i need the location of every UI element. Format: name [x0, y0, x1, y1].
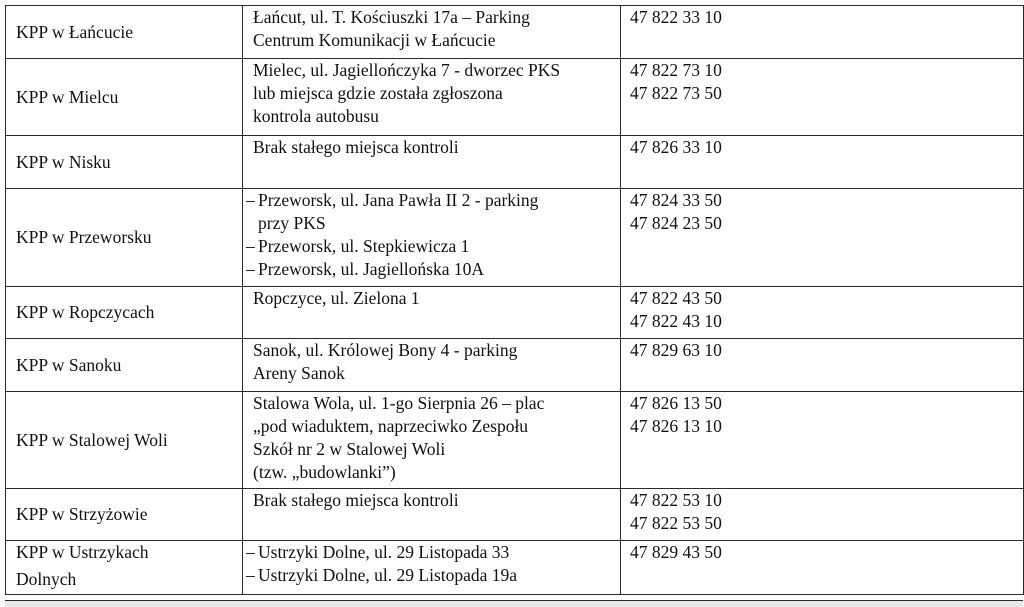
- location-cell: [243, 489, 621, 541]
- location-cell: [243, 189, 621, 287]
- unit-cell: [6, 392, 243, 489]
- phone-number: 47 826 13 50: [630, 393, 722, 413]
- location-cell: [243, 59, 621, 136]
- phone-number: 47 822 33 10: [630, 7, 722, 27]
- unit-name: KPP w Przeworsku: [16, 227, 152, 247]
- phone-number: 47 822 53 10: [630, 490, 722, 510]
- phone-cell: [621, 392, 1024, 489]
- location-list-item: – Ustrzyki Dolne, ul. 29 Listopada 19a: [246, 564, 620, 587]
- location-cell: [243, 392, 621, 489]
- phone-cell: [621, 136, 1024, 189]
- location-line: Łańcut, ul. T. Kościuszki 17a – Parking: [253, 7, 530, 27]
- location-list-item: – Ustrzyki Dolne, ul. 29 Listopada 33: [246, 541, 620, 564]
- location-line: lub miejsca gdzie została zgłoszona: [253, 83, 503, 103]
- location-line: „pod wiaduktem, naprzeciwko Zespołu: [253, 416, 529, 436]
- location-cell: [243, 339, 621, 392]
- police-control-locations-table: [5, 5, 1024, 595]
- table-row: [6, 136, 1024, 189]
- phone-number: 47 822 43 50: [630, 288, 722, 308]
- phone-number: 47 826 33 10: [630, 137, 722, 157]
- phone-cell: [621, 541, 1024, 595]
- location-list-item: – Przeworsk, ul. Jagiellońska 10A: [246, 258, 620, 281]
- location-cell: [243, 287, 621, 339]
- unit-name-continued: Dolnych: [16, 569, 77, 589]
- location-line: Stalowa Wola, ul. 1-go Sierpnia 26 – plac: [253, 393, 545, 413]
- location-line: Szkół nr 2 w Stalowej Woli: [253, 439, 446, 459]
- location-line: kontrola autobusu: [253, 106, 379, 126]
- phone-cell: [621, 489, 1024, 541]
- location-line: Mielec, ul. Jagiellończyka 7 - dworzec PKS: [253, 60, 561, 80]
- phone-number: 47 822 43 10: [630, 311, 722, 331]
- location-line: Ropczyce, ul. Zielona 1: [253, 288, 420, 308]
- phone-number: 47 824 33 50: [630, 190, 722, 210]
- unit-name: KPP w Ropczycach: [16, 302, 155, 322]
- unit-cell: [6, 189, 243, 287]
- unit-name: KPP w Ustrzykach: [16, 542, 149, 562]
- unit-name: KPP w Nisku: [16, 151, 111, 172]
- table-row: [6, 541, 1024, 595]
- location-list-item-continued: przy PKS: [258, 213, 326, 233]
- table-row: [6, 489, 1024, 541]
- location-cell: [243, 541, 621, 595]
- table-row: [6, 287, 1024, 339]
- phone-number: 47 822 73 10: [630, 60, 722, 80]
- unit-name: KPP w Stalowej Woli: [16, 429, 168, 450]
- table-row: [6, 59, 1024, 136]
- location-line: Brak stałego miejsca kontroli: [253, 137, 459, 157]
- phone-cell: [621, 6, 1024, 59]
- unit-cell: [6, 59, 243, 136]
- unit-name: KPP w Łańcucie: [16, 21, 133, 42]
- phone-number: 47 822 73 50: [630, 83, 722, 103]
- location-line: Centrum Komunikacji w Łańcucie: [253, 30, 496, 50]
- table-row: [6, 6, 1024, 59]
- unit-name: KPP w Sanoku: [16, 354, 122, 375]
- unit-cell: [6, 6, 243, 59]
- phone-cell: [621, 287, 1024, 339]
- phone-cell: [621, 339, 1024, 392]
- unit-name: KPP w Mielcu: [16, 86, 119, 107]
- phone-number: 47 824 23 50: [630, 213, 722, 233]
- unit-cell: [6, 287, 243, 339]
- unit-cell: [6, 339, 243, 392]
- location-cell: [243, 6, 621, 59]
- phone-cell: [621, 59, 1024, 136]
- unit-cell: [6, 136, 243, 189]
- phone-number: 47 826 13 10: [630, 416, 722, 436]
- location-cell: [243, 136, 621, 189]
- phone-cell: [621, 189, 1024, 287]
- location-line: (tzw. „budowlanki”): [253, 462, 396, 482]
- unit-cell: [6, 541, 243, 595]
- unit-name: KPP w Strzyżowie: [16, 504, 148, 524]
- location-list-item: – Przeworsk, ul. Stepkiewicza 1: [246, 235, 620, 258]
- table-row: [6, 189, 1024, 287]
- location-line: Brak stałego miejsca kontroli: [253, 490, 459, 510]
- location-line: Areny Sanok: [253, 363, 345, 383]
- location-list-item: – Przeworsk, ul. Jana Pawła II 2 - parking: [246, 189, 620, 212]
- table-row: [6, 392, 1024, 489]
- location-line: Sanok, ul. Królowej Bony 4 - parking: [253, 340, 518, 360]
- table-row: [6, 339, 1024, 392]
- phone-number: 47 829 43 50: [630, 542, 722, 562]
- phone-number: 47 822 53 50: [630, 513, 722, 533]
- unit-cell: [6, 489, 243, 541]
- phone-number: 47 829 63 10: [630, 340, 722, 360]
